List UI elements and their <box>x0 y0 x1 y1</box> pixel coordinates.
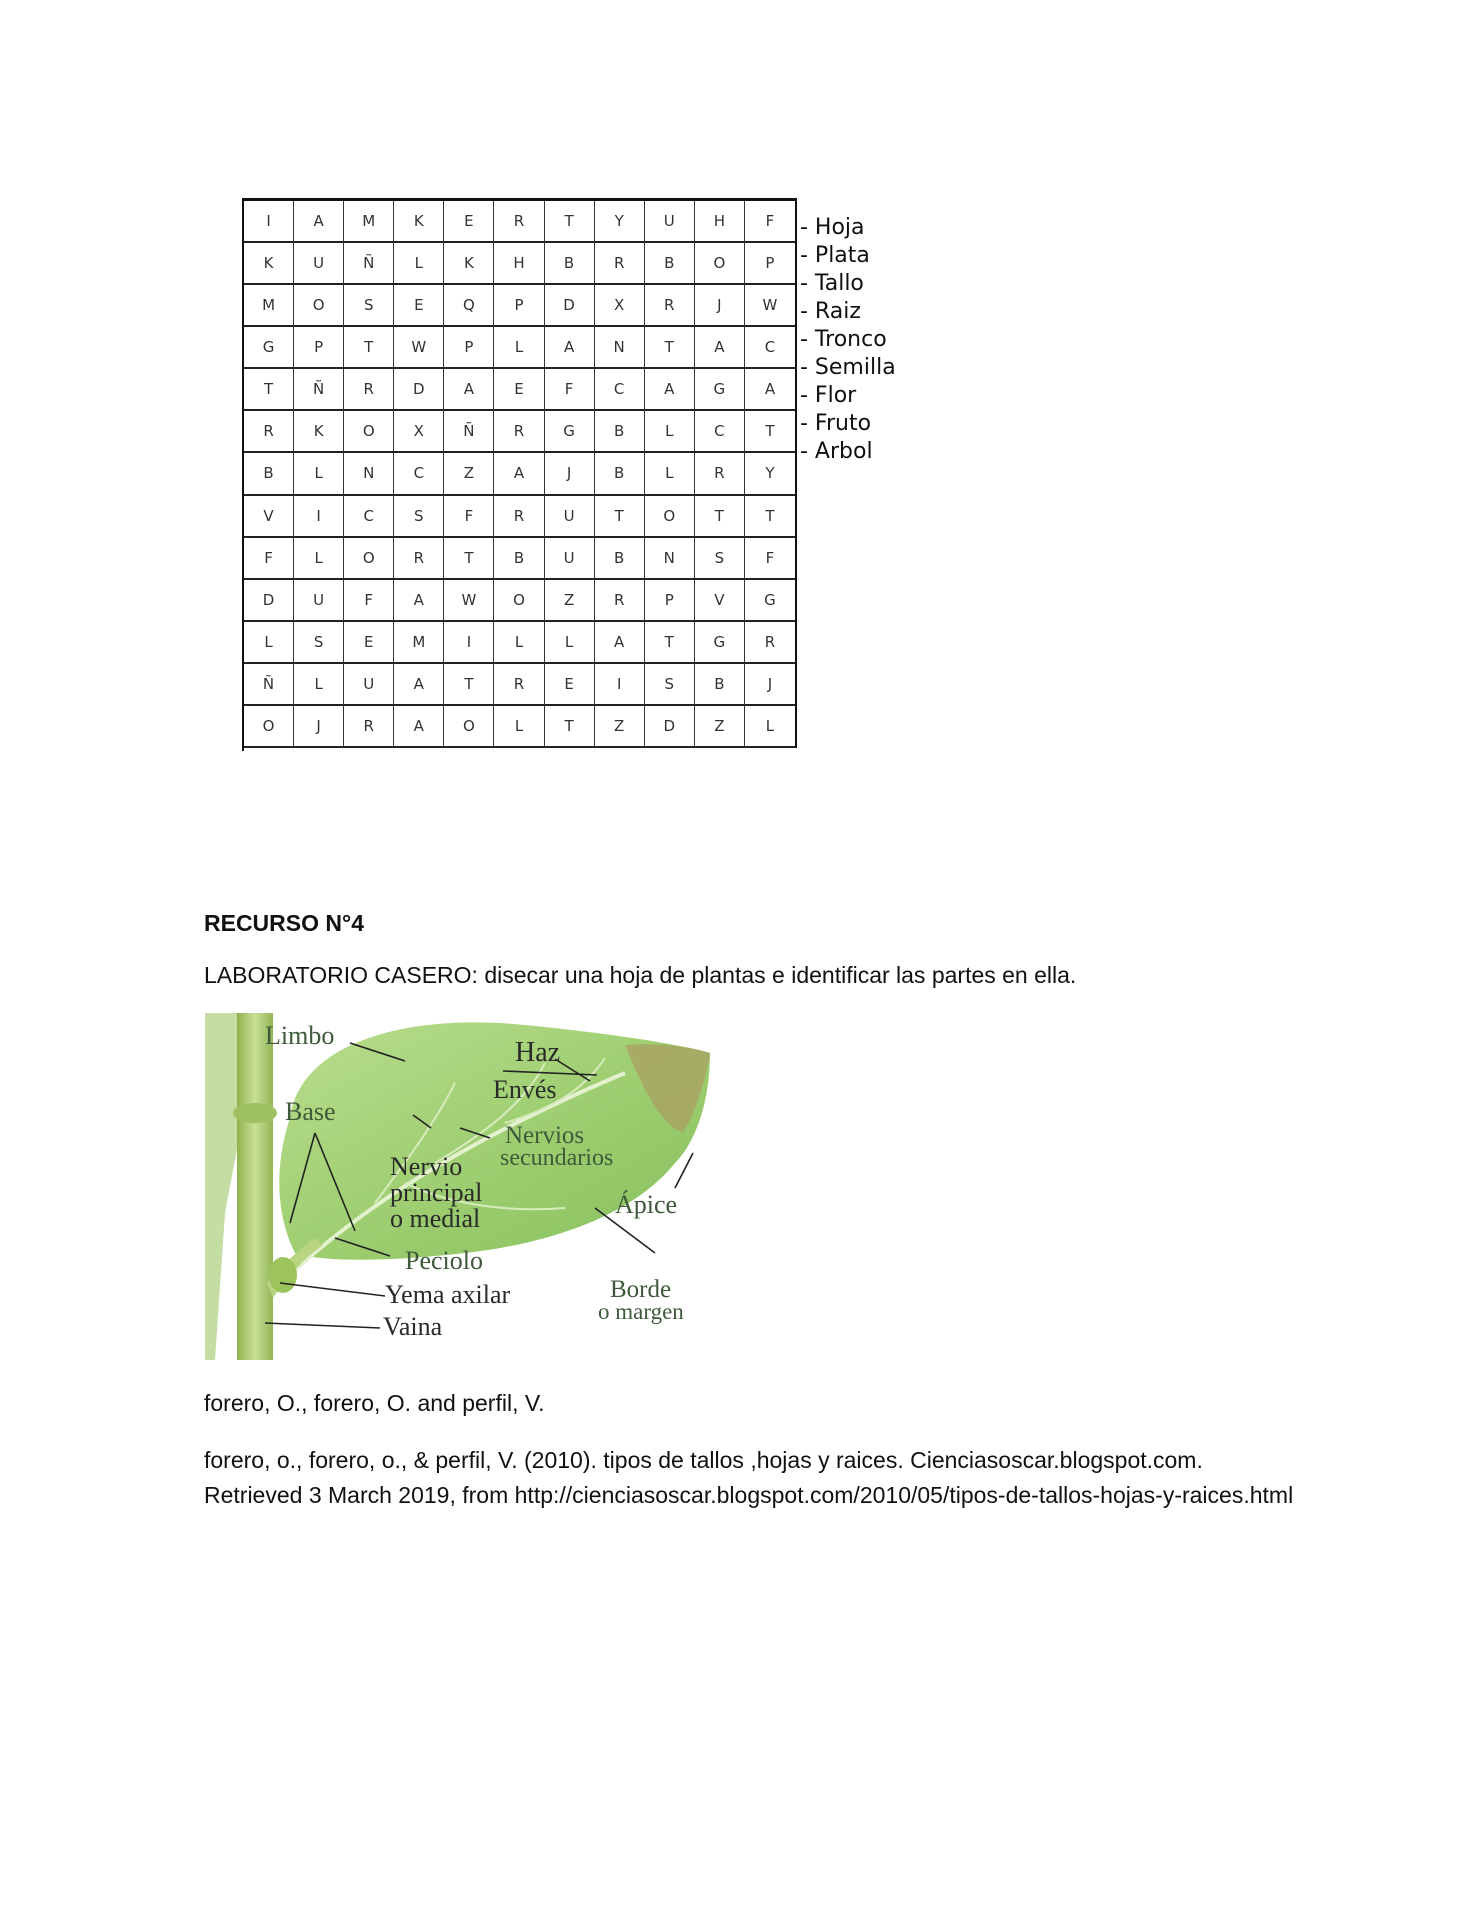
grid-cell: C <box>595 369 645 411</box>
grid-cell: T <box>545 706 595 748</box>
grid-cell: Ñ <box>344 243 394 285</box>
grid-cell: C <box>745 327 795 369</box>
grid-cell: F <box>745 538 795 580</box>
word-list-item: - Tronco <box>800 327 887 352</box>
grid-cell: T <box>595 496 645 538</box>
grid-cell: S <box>645 664 695 706</box>
grid-cell: L <box>294 664 344 706</box>
label-nervio-1: Nervio <box>390 1152 463 1181</box>
grid-cell: S <box>695 538 745 580</box>
grid-cell: O <box>645 496 695 538</box>
grid-cell: B <box>595 411 645 453</box>
grid-cell: B <box>595 538 645 580</box>
grid-cell: I <box>595 664 645 706</box>
grid-cell: R <box>344 706 394 748</box>
grid-cell: X <box>394 411 444 453</box>
grid-cell: R <box>344 369 394 411</box>
grid-cell: M <box>344 201 394 243</box>
grid-cell: I <box>294 496 344 538</box>
grid-cell: W <box>394 327 444 369</box>
grid-cell: G <box>244 327 294 369</box>
leaf-diagram <box>205 1013 712 1360</box>
grid-cell: A <box>595 622 645 664</box>
grid-cell: Y <box>745 453 795 495</box>
grid-cell: Ñ <box>444 411 494 453</box>
grid-cell: F <box>244 538 294 580</box>
grid-cell: P <box>294 327 344 369</box>
grid-cell: O <box>444 706 494 748</box>
grid-cell: T <box>444 664 494 706</box>
grid-cell: T <box>695 496 745 538</box>
grid-cell: A <box>695 327 745 369</box>
grid-cell: K <box>294 411 344 453</box>
grid-cell: L <box>244 622 294 664</box>
label-peciolo: Peciolo <box>405 1246 483 1275</box>
grid-cell: A <box>394 580 444 622</box>
grid-cell: E <box>444 201 494 243</box>
grid-tick <box>242 745 244 751</box>
label-apice: Ápice <box>615 1190 678 1219</box>
grid-cell: S <box>294 622 344 664</box>
label-enves: Envés <box>493 1075 557 1104</box>
grid-cell: B <box>244 453 294 495</box>
grid-cell: S <box>394 496 444 538</box>
grid-cell: Z <box>695 706 745 748</box>
label-vaina: Vaina <box>383 1312 443 1341</box>
grid-cell: W <box>745 285 795 327</box>
grid-cell: D <box>645 706 695 748</box>
grid-cell: B <box>545 243 595 285</box>
grid-cell: L <box>494 327 544 369</box>
grid-cell: Y <box>595 201 645 243</box>
label-nervio-2: principal <box>390 1178 483 1207</box>
grid-cell: J <box>545 453 595 495</box>
word-list-item: - Raiz <box>800 299 861 324</box>
grid-cell: X <box>595 285 645 327</box>
grid-cell: L <box>645 411 695 453</box>
grid-cell: O <box>294 285 344 327</box>
grid-cell: L <box>494 706 544 748</box>
grid-cell: A <box>745 369 795 411</box>
grid-cell: B <box>494 538 544 580</box>
grid-cell: T <box>645 327 695 369</box>
grid-cell: A <box>645 369 695 411</box>
grid-cell: U <box>545 538 595 580</box>
grid-cell: O <box>494 580 544 622</box>
label-borde-1: Borde <box>610 1276 672 1303</box>
grid-cell: M <box>244 285 294 327</box>
grid-cell: P <box>645 580 695 622</box>
grid-cell: T <box>745 496 795 538</box>
word-list-item: - Flor <box>800 383 857 408</box>
grid-cell: L <box>394 243 444 285</box>
grid-cell: T <box>344 327 394 369</box>
lab-instruction: LABORATORIO CASERO: disecar una hoja de plantas e identificar las partes en ella. <box>204 962 1077 988</box>
label-nervios-2: secundarios <box>500 1145 614 1171</box>
grid-cell: E <box>494 369 544 411</box>
grid-cell: W <box>444 580 494 622</box>
grid-cell: U <box>645 201 695 243</box>
grid-cell: V <box>244 496 294 538</box>
grid-cell: F <box>344 580 394 622</box>
grid-cell: A <box>494 453 544 495</box>
grid-cell: R <box>494 411 544 453</box>
grid-cell: T <box>745 411 795 453</box>
label-nervios-1: Nervios <box>505 1122 585 1149</box>
grid-cell: J <box>745 664 795 706</box>
grid-cell: T <box>244 369 294 411</box>
grid-cell: U <box>294 580 344 622</box>
grid-cell: K <box>444 243 494 285</box>
grid-cell: O <box>344 538 394 580</box>
grid-cell: U <box>344 664 394 706</box>
grid-cell: F <box>745 201 795 243</box>
grid-cell: B <box>645 243 695 285</box>
grid-cell: V <box>695 580 745 622</box>
grid-cell: I <box>244 201 294 243</box>
word-search-grid <box>242 198 797 748</box>
grid-cell: R <box>595 580 645 622</box>
grid-cell: S <box>344 285 394 327</box>
grid-cell: F <box>444 496 494 538</box>
grid-cell: J <box>294 706 344 748</box>
word-list-item: - Semilla <box>800 355 896 380</box>
grid-cell: O <box>244 706 294 748</box>
grid-cell: R <box>494 496 544 538</box>
word-list-item: - Fruto <box>800 411 872 436</box>
grid-cell: P <box>444 327 494 369</box>
grid-cell: R <box>745 622 795 664</box>
grid-cell: C <box>394 453 444 495</box>
grid-cell: Z <box>595 706 645 748</box>
grid-cell: B <box>695 664 745 706</box>
label-nervio-3: o medial <box>390 1204 481 1233</box>
grid-cell: A <box>444 369 494 411</box>
grid-cell: T <box>545 201 595 243</box>
grid-cell: F <box>545 369 595 411</box>
label-haz: Haz <box>515 1037 561 1068</box>
grid-cell: T <box>444 538 494 580</box>
grid-cell: O <box>695 243 745 285</box>
leaf-illustration <box>205 1013 712 1360</box>
grid-cell: R <box>494 201 544 243</box>
word-list <box>800 214 896 466</box>
grid-cell: H <box>695 201 745 243</box>
grid-cell: G <box>545 411 595 453</box>
grid-cell: G <box>695 622 745 664</box>
grid-cell: D <box>244 580 294 622</box>
word-list-item: - Hoja <box>800 215 865 240</box>
grid-cell: G <box>745 580 795 622</box>
grid-cell: O <box>344 411 394 453</box>
grid-cell: R <box>695 453 745 495</box>
grid-cell: L <box>645 453 695 495</box>
section-heading: RECURSO N°4 <box>204 910 365 936</box>
grid-cell: L <box>294 453 344 495</box>
grid-cell: L <box>294 538 344 580</box>
grid-cell: T <box>645 622 695 664</box>
word-list-item: - Arbol <box>800 439 873 464</box>
grid-cell: Q <box>444 285 494 327</box>
grid-cell: E <box>394 285 444 327</box>
grid-cell: E <box>344 622 394 664</box>
grid-cell: P <box>494 285 544 327</box>
grid-cell: J <box>695 285 745 327</box>
grid-cell: R <box>645 285 695 327</box>
grid-cell: R <box>595 243 645 285</box>
grid-cell: M <box>394 622 444 664</box>
grid-cell: Ñ <box>294 369 344 411</box>
grid-cell: P <box>745 243 795 285</box>
grid-cell: Z <box>545 580 595 622</box>
grid-cell: H <box>494 243 544 285</box>
grid-cell: B <box>595 453 645 495</box>
grid-cell: C <box>344 496 394 538</box>
grid-cell: R <box>494 664 544 706</box>
grid-cell: R <box>394 538 444 580</box>
word-list-item: - Plata <box>800 243 870 268</box>
grid-cell: K <box>244 243 294 285</box>
grid-cell: N <box>595 327 645 369</box>
word-search-cells <box>244 201 795 748</box>
grid-cell: L <box>494 622 544 664</box>
grid-cell: U <box>294 243 344 285</box>
grid-cell: E <box>545 664 595 706</box>
grid-cell: D <box>394 369 444 411</box>
grid-cell: R <box>244 411 294 453</box>
grid-cell: A <box>394 664 444 706</box>
label-borde-2: o margen <box>598 1299 684 1324</box>
label-base: Base <box>285 1097 336 1126</box>
grid-cell: C <box>695 411 745 453</box>
grid-cell: Z <box>444 453 494 495</box>
grid-cell: A <box>394 706 444 748</box>
citation-short: forero, O., forero, O. and perfil, V. <box>204 1390 545 1416</box>
grid-cell: I <box>444 622 494 664</box>
grid-cell: G <box>695 369 745 411</box>
grid-cell: N <box>645 538 695 580</box>
grid-cell: D <box>545 285 595 327</box>
grid-cell: U <box>545 496 595 538</box>
grid-cell: L <box>545 622 595 664</box>
grid-cell: N <box>344 453 394 495</box>
citation-full: forero, o., forero, o., & perfil, V. (2010). tipos de tallos ,hojas y raices. Cienciasoscar.blogspot.com. Retrieved 3 March 2019, from http://cienciasoscar.blogspot.com/2010/05/tipos-de-tallos-hojas-y-raices.html <box>204 1447 1294 1508</box>
word-list-item: - Tallo <box>800 271 864 296</box>
grid-cell: A <box>545 327 595 369</box>
grid-cell: L <box>745 706 795 748</box>
label-limbo: Limbo <box>265 1021 335 1050</box>
grid-cell: A <box>294 201 344 243</box>
grid-cell: K <box>394 201 444 243</box>
grid-cell: Ñ <box>244 664 294 706</box>
label-yema: Yema axilar <box>385 1280 511 1309</box>
